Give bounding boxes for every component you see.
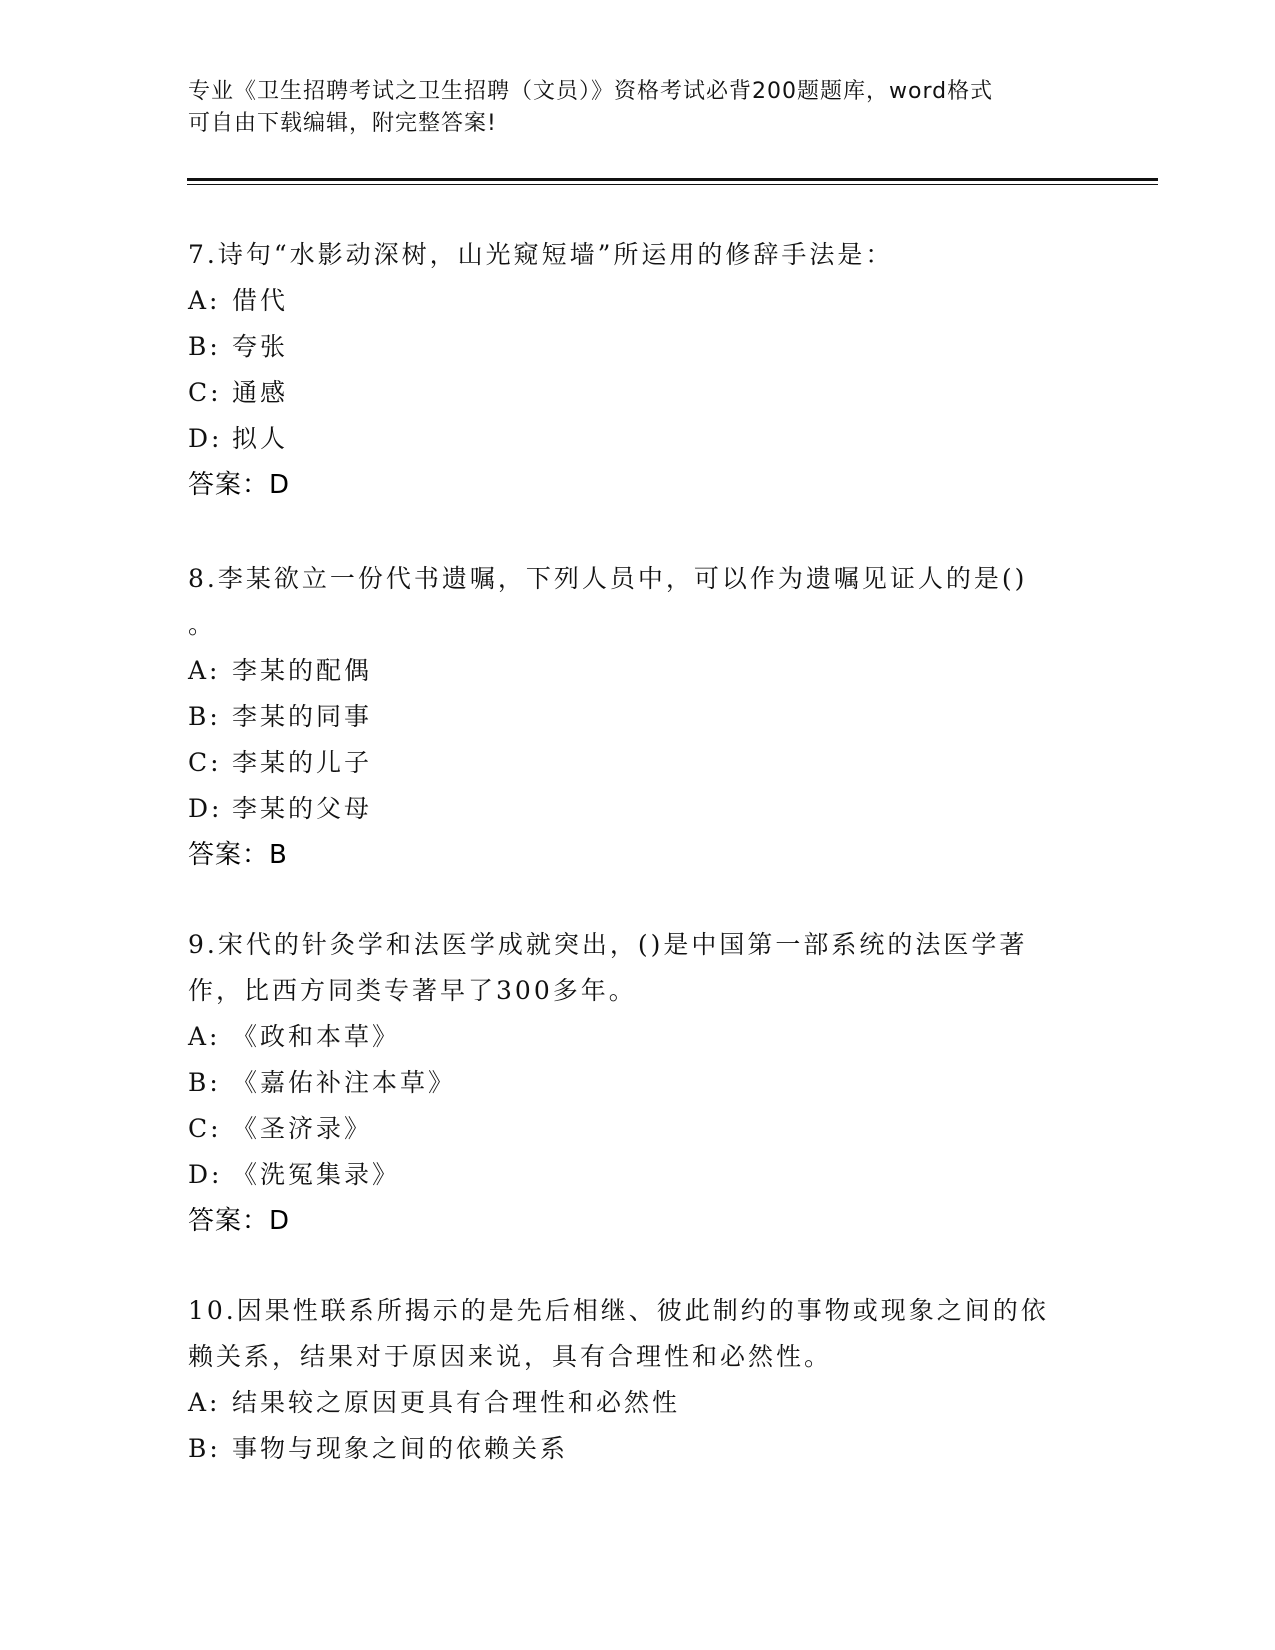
option-letter: B: bbox=[188, 1068, 221, 1097]
option-letter: D: bbox=[188, 1160, 223, 1189]
question-9 bbox=[188, 922, 1088, 1244]
option-letter: A: bbox=[188, 286, 221, 315]
option-text: 借代 bbox=[232, 286, 289, 315]
option-letter: A: bbox=[188, 656, 221, 685]
option-text: 李某的同事 bbox=[232, 702, 373, 731]
option-text: 《洗冤集录》 bbox=[232, 1160, 401, 1189]
option-text: 结果较之原因更具有合理性和必然性 bbox=[232, 1388, 681, 1417]
option-b bbox=[188, 1060, 1088, 1106]
option-c bbox=[188, 370, 1088, 416]
option-c bbox=[188, 1106, 1088, 1152]
option-b bbox=[188, 1426, 1088, 1472]
option-text: 《圣济录》 bbox=[232, 1114, 373, 1143]
answer-line: 答案：B bbox=[188, 840, 288, 870]
option-letter: B: bbox=[188, 702, 221, 731]
option-letter: D: bbox=[188, 794, 223, 823]
question-8 bbox=[188, 556, 1088, 878]
option-text: 李某的儿子 bbox=[232, 748, 373, 777]
option-a bbox=[188, 1014, 1088, 1060]
option-a bbox=[188, 648, 1088, 694]
option-c bbox=[188, 740, 1088, 786]
option-d bbox=[188, 786, 1088, 832]
header-divider-thin bbox=[187, 184, 1158, 185]
header-line-1: 专业《卫生招聘考试之卫生招聘（文员）》资格考试必背200题题库，word格式 bbox=[188, 79, 994, 104]
option-d bbox=[188, 416, 1088, 462]
option-a bbox=[188, 278, 1088, 324]
option-d bbox=[188, 1152, 1088, 1198]
document-header bbox=[188, 76, 1088, 140]
option-letter: A: bbox=[188, 1022, 221, 1051]
question-stem-continued: 。 bbox=[188, 610, 217, 639]
option-letter: B: bbox=[188, 1434, 221, 1463]
option-a bbox=[188, 1380, 1088, 1426]
option-text: 夸张 bbox=[232, 332, 289, 361]
option-text: 拟人 bbox=[232, 424, 289, 453]
question-10 bbox=[188, 1288, 1088, 1472]
option-b bbox=[188, 324, 1088, 370]
header-line-2: 可自由下载编辑，附完整答案! bbox=[188, 111, 497, 136]
option-b bbox=[188, 694, 1088, 740]
question-stem-continued: 作，比西方同类专著早了300多年。 bbox=[188, 976, 637, 1005]
question-stem: 9.宋代的针灸学和法医学成就突出，()是中国第一部系统的法医学著 bbox=[188, 930, 1028, 959]
option-letter: C: bbox=[188, 1114, 222, 1143]
question-stem-continued: 赖关系，结果对于原因来说，具有合理性和必然性。 bbox=[188, 1342, 833, 1371]
option-letter: B: bbox=[188, 332, 221, 361]
question-stem: 7.诗句“水影动深树，山光窥短墙”所运用的修辞手法是： bbox=[188, 240, 894, 269]
answer-line: 答案：D bbox=[188, 1206, 291, 1236]
option-letter: C: bbox=[188, 378, 222, 407]
question-7 bbox=[188, 232, 1088, 508]
option-text: 事物与现象之间的依赖关系 bbox=[232, 1434, 569, 1463]
question-stem: 10.因果性联系所揭示的是先后相继、彼此制约的事物或现象之间的依 bbox=[188, 1296, 1049, 1325]
option-text: 《嘉佑补注本草》 bbox=[232, 1068, 457, 1097]
option-text: 李某的父母 bbox=[232, 794, 373, 823]
option-text: 李某的配偶 bbox=[232, 656, 373, 685]
answer-line: 答案：D bbox=[188, 470, 291, 500]
option-letter: A: bbox=[188, 1388, 221, 1417]
option-letter: C: bbox=[188, 748, 222, 777]
question-stem: 8.李某欲立一份代书遗嘱，下列人员中，可以作为遗嘱见证人的是() bbox=[188, 564, 1028, 593]
option-text: 《政和本草》 bbox=[232, 1022, 401, 1051]
option-text: 通感 bbox=[232, 378, 289, 407]
option-letter: D: bbox=[188, 424, 223, 453]
header-divider-thick bbox=[187, 178, 1158, 181]
